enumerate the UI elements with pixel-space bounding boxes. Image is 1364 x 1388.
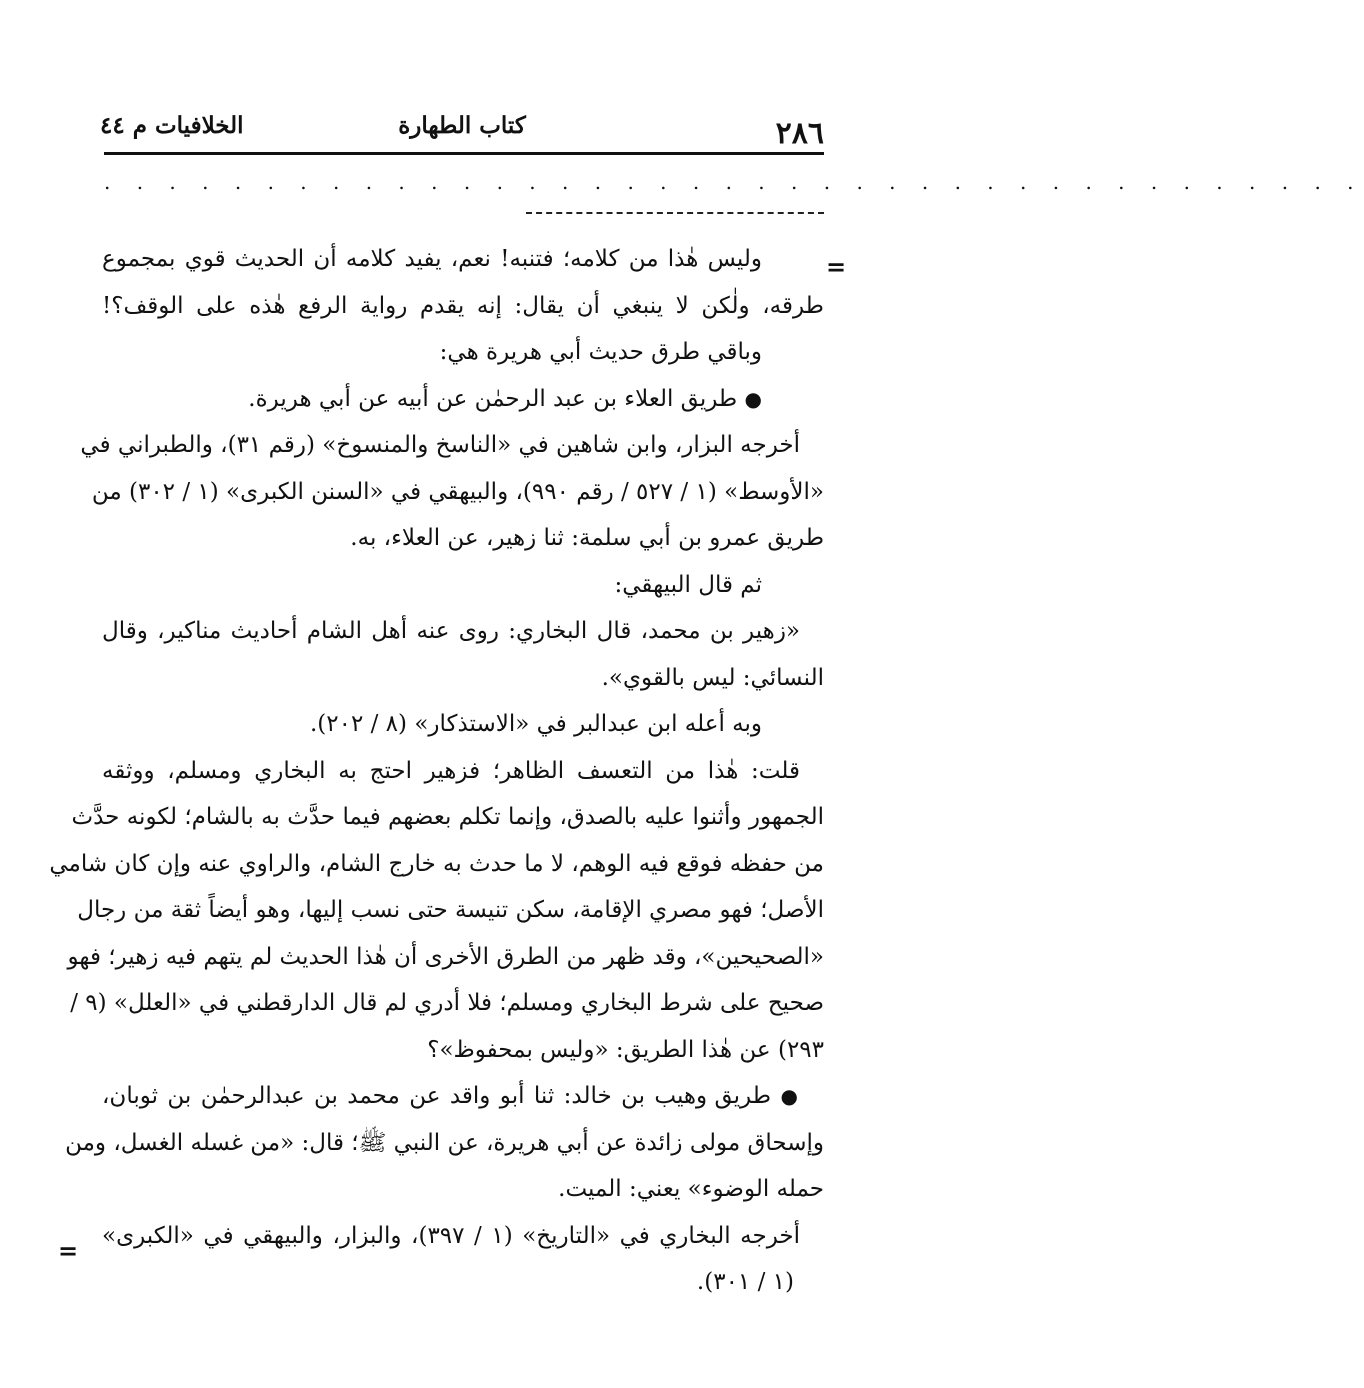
text-line: «الأوسط» (١ / ٥٢٧ / رقم ٩٩٠)، والبيهقي في «السنن الكبرى» (١ / ٣٠٢) من: [91, 478, 824, 505]
bullet-line: [102, 376, 824, 423]
text-line: (١ / ٣٠١).: [696, 1269, 794, 1295]
bullet-icon: ●: [780, 1084, 800, 1108]
book-signature: الخلافيات م ٤٤: [100, 112, 244, 139]
text-line: من حفظه فوقع فيه الوهم، لا ما حدث به خارج الشام، والراوي عنه وإن كان شامي: [49, 850, 824, 877]
text-line: طرقه، ولٰكن لا ينبغي أن يقال: إنه يقدم رواية الرفع هٰذه على الوقف؟!: [102, 292, 824, 319]
text-line: النسائي: ليس بالقوي».: [601, 664, 824, 691]
page-number: ٢٨٦: [775, 116, 824, 151]
text-line: قلت: هٰذا من التعسف الظاهر؛ فزهير احتج به البخاري ومسلم، ووثقه: [102, 757, 800, 784]
text-line: وليس هٰذا من كلامه؛ فتنبه! نعم، يفيد كلامه أن الحديث قوي بمجموع: [102, 246, 762, 272]
text-line: وباقي طرق حديث أبي هريرة هي:: [439, 339, 762, 365]
continuation-mark-top: =: [826, 252, 847, 281]
text-line: الأصل؛ فهو مصري الإقامة، سكن تنيسة حتى نسب إليها، وهو أيضاً ثقة من رجال: [77, 897, 824, 923]
text-line: أخرجه البزار، وابن شاهين في «الناسخ والمنسوخ» (رقم ٣١)، والطبراني في: [80, 432, 800, 458]
text-line: أخرجه البخاري في «التاريخ» (١ / ٣٩٧)، والبزار، والبيهقي في «الكبرى»: [102, 1222, 800, 1249]
text-line: وإسحاق مولى زائدة عن أبي هريرة، عن النبي ﷺ؛ قال: «من غسله الغسل، ومن: [65, 1129, 824, 1156]
text-line: ثم قال البيهقي:: [614, 571, 762, 598]
chapter-title: كتاب الطهارة: [398, 112, 526, 139]
text-line: طريق عمرو بن أبي سلمة: ثنا زهير، عن العلاء، به.: [350, 525, 824, 551]
text-line: صحيح على شرط البخاري ومسلم؛ فلا أدري لم قال الدارقطني في «العلل» (٩ /: [70, 990, 824, 1016]
footnote-rule: [526, 212, 824, 214]
text-line: ٢٩٣) عن هٰذا الطريق: «وليس بمحفوظ»؟: [427, 1036, 824, 1063]
text-line: الجمهور وأثنوا عليه بالصدق، وإنما تكلم بعضهم فيما حدَّث به بالشام؛ لكونه حدَّث: [71, 804, 824, 830]
continuation-mark-bottom: =: [58, 1236, 79, 1265]
text-line: طريق وهيب بن خالد: ثنا أبو واقد عن محمد بن عبدالرحمٰن بن ثوبان،: [102, 1083, 772, 1109]
text-line: «الصحيحين»، وقد ظهر من الطرق الأخرى أن هٰذا الحديث لم يتهم فيه زهير؛ فهو: [67, 943, 824, 970]
body-text: [49, 236, 824, 1306]
bullet-line: [102, 1073, 824, 1120]
separator-dots: . . . . . . . . . . . . . . . . . . . . . . . . . . . . . . . . . . . . . . .: [104, 170, 1364, 194]
bullet-icon: ●: [744, 386, 762, 411]
text-line: طريق العلاء بن عبد الرحمٰن عن أبيه عن أبي هريرة.: [248, 385, 738, 412]
text-line: وبه أعله ابن عبدالبر في «الاستذكار» (٨ / ٢٠٢).: [309, 711, 762, 737]
text-line: حمله الوضوء» يعني: الميت.: [558, 1176, 824, 1202]
header-rule: [104, 152, 824, 155]
text-line: «زهير بن محمد، قال البخاري: روى عنه أهل الشام أحاديث مناكير، وقال: [102, 618, 800, 644]
